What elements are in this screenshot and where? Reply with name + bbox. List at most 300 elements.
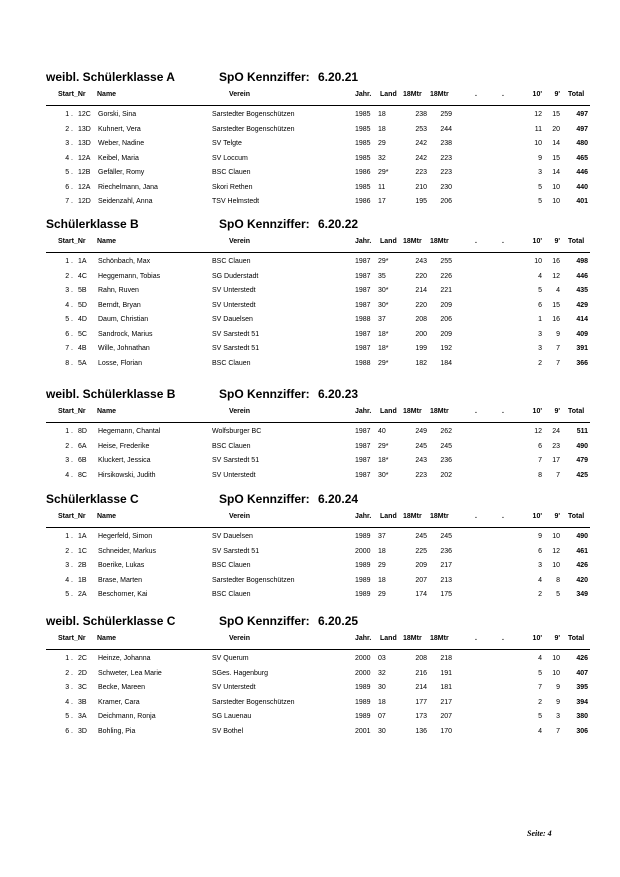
cell-total: 461 <box>576 547 588 555</box>
cell-verein: SV Dauelsen <box>212 316 253 323</box>
column-header-jahr: Jahr. <box>355 91 372 98</box>
table-row <box>0 457 620 472</box>
cell-land: 29 <box>378 562 386 569</box>
cell-m2: 223 <box>440 154 452 162</box>
cell-total: 497 <box>576 125 588 133</box>
cell-pos: 1 . <box>65 533 73 540</box>
cell-m1: 223 <box>415 169 427 176</box>
cell-m1: 195 <box>415 198 427 205</box>
cell-z10: 8 <box>538 471 542 479</box>
column-header-name: Name <box>97 635 117 642</box>
cell-pos: 4 . <box>65 576 73 584</box>
kennziffer-code: 6.20.22 <box>318 217 359 231</box>
table-row <box>0 331 620 346</box>
cell-pos: 3 . <box>65 140 73 147</box>
cell-total: 426 <box>576 655 588 662</box>
cell-verein: SV Telgte <box>212 140 242 147</box>
cell-verein: Sarstedter Bogenschützen <box>212 125 295 133</box>
cell-m2: 245 <box>440 533 452 540</box>
cell-m2: 262 <box>440 428 452 435</box>
cell-verein: BSC Clauen <box>212 442 251 450</box>
column-header-start-nr: Start_Nr <box>58 238 86 245</box>
cell-jahr: 1988 <box>355 359 371 367</box>
cell-total: 497 <box>576 111 588 118</box>
cell-pos: 4 . <box>65 301 73 309</box>
cell-m2: 217 <box>440 698 452 706</box>
cell-pos: 6 . <box>65 727 73 735</box>
kennziffer-label: SpO Kennziffer: <box>219 70 310 84</box>
cell-nr: 12A <box>78 154 91 162</box>
cell-m1: 208 <box>415 316 427 323</box>
cell-jahr: 1987 <box>355 428 371 435</box>
cell-verein: SV Unterstedt <box>212 471 256 479</box>
cell-z10: 3 <box>538 169 542 176</box>
cell-total: 429 <box>576 301 588 309</box>
cell-pos: 1 . <box>65 258 73 265</box>
cell-pos: 6 . <box>65 330 73 338</box>
cell-m1: 225 <box>415 547 427 555</box>
cell-m1: 199 <box>415 345 427 352</box>
cell-pos: 5 . <box>65 316 73 323</box>
cell-m2: 259 <box>440 111 452 118</box>
cell-jahr: 1987 <box>355 301 371 309</box>
column-header-verein: Verein <box>229 91 251 98</box>
cell-m2: 244 <box>440 125 452 133</box>
cell-pos: 3 . <box>65 457 73 464</box>
column-header-m1: 18Mtr <box>403 238 422 245</box>
cell-m1: 245 <box>415 442 427 450</box>
table-header <box>0 91 620 103</box>
cell-z9: 16 <box>552 258 560 265</box>
cell-pos: 5 . <box>65 591 73 598</box>
cell-z9: 5 <box>556 591 560 598</box>
cell-m1: 223 <box>415 471 427 479</box>
cell-nr: 4C <box>78 272 87 280</box>
table-row <box>0 111 620 126</box>
cell-verein: Wolfsburger BC <box>212 428 262 435</box>
cell-nr: 12C <box>78 111 91 118</box>
cell-m1: 220 <box>415 301 427 309</box>
results-table-body <box>0 655 620 742</box>
cell-m2: 207 <box>440 713 452 720</box>
table-row <box>0 287 620 302</box>
column-header-z10: 10' <box>532 635 542 642</box>
cell-jahr: 1989 <box>355 591 371 598</box>
cell-nr: 5B <box>78 287 87 294</box>
cell-m2: 218 <box>440 655 452 662</box>
cell-z9: 17 <box>552 457 560 464</box>
cell-name: Schönbach, Max <box>98 258 151 265</box>
cell-z9: 12 <box>552 272 560 280</box>
cell-m1: 243 <box>415 457 427 464</box>
cell-z10: 12 <box>534 428 542 435</box>
cell-land: 32 <box>378 154 386 162</box>
cell-jahr: 1986 <box>355 169 371 176</box>
cell-z10: 5 <box>538 669 542 677</box>
cell-pos: 1 . <box>65 655 73 662</box>
cell-nr: 3B <box>78 698 87 706</box>
column-header-total: Total <box>568 635 585 642</box>
cell-land: 37 <box>378 316 386 323</box>
cell-total: 401 <box>576 198 588 205</box>
cell-jahr: 1987 <box>355 287 371 294</box>
cell-z9: 7 <box>556 471 560 479</box>
column-header-z10: 10' <box>532 91 542 98</box>
cell-verein: BSC Clauen <box>212 591 251 598</box>
cell-m2: 191 <box>440 669 452 677</box>
cell-z10: 3 <box>538 330 542 338</box>
cell-verein: Sarstedter Bogenschützen <box>212 576 295 584</box>
class-name: weibl. Schülerklasse C <box>46 614 176 628</box>
column-header-z9: 9' <box>554 408 560 415</box>
cell-nr: 3D <box>78 727 87 735</box>
cell-m2: 181 <box>440 684 452 691</box>
cell-z10: 2 <box>538 359 542 367</box>
column-header-land: Land <box>380 238 397 245</box>
cell-m1: 242 <box>415 154 427 162</box>
column-header-p2: . <box>502 238 504 245</box>
column-header-verein: Verein <box>229 635 251 642</box>
cell-nr: 1A <box>78 258 87 265</box>
cell-land: 30 <box>378 727 386 735</box>
cell-pos: 2 . <box>65 272 73 280</box>
table-row <box>0 684 620 699</box>
cell-z9: 12 <box>552 547 560 555</box>
kennziffer-label: SpO Kennziffer: <box>219 492 310 506</box>
cell-m2: 206 <box>440 316 452 323</box>
cell-jahr: 1986 <box>355 198 371 205</box>
cell-m1: 207 <box>415 576 427 584</box>
table-header <box>0 408 620 420</box>
cell-land: 29 <box>378 140 386 147</box>
cell-name: Beschorner, Kai <box>98 591 148 598</box>
cell-nr: 2C <box>78 655 87 662</box>
column-header-m2: 18Mtr <box>430 238 449 245</box>
kennziffer-code: 6.20.24 <box>318 492 359 506</box>
column-header-p2: . <box>502 635 504 642</box>
cell-verein: BSC Clauen <box>212 359 251 367</box>
cell-m1: 136 <box>415 727 427 735</box>
cell-m2: 230 <box>440 183 452 191</box>
results-table-body <box>0 428 620 486</box>
cell-m2: 217 <box>440 562 452 569</box>
cell-z9: 10 <box>552 198 560 205</box>
cell-m1: 208 <box>415 655 427 662</box>
cell-z9: 10 <box>552 562 560 569</box>
cell-z10: 7 <box>538 684 542 691</box>
kennziffer-code: 6.20.21 <box>318 70 359 84</box>
cell-m2: 245 <box>440 442 452 450</box>
cell-name: Boerike, Lukas <box>98 562 145 569</box>
cell-z10: 3 <box>538 562 542 569</box>
cell-z10: 1 <box>538 316 542 323</box>
cell-pos: 6 . <box>65 183 73 191</box>
header-divider <box>46 649 590 650</box>
cell-pos: 1 . <box>65 111 73 118</box>
page-number: Seite: 4 <box>527 829 552 838</box>
cell-jahr: 1985 <box>355 111 371 118</box>
cell-jahr: 1989 <box>355 698 371 706</box>
table-row <box>0 316 620 331</box>
cell-nr: 1C <box>78 547 87 555</box>
column-header-p1: . <box>475 238 477 245</box>
cell-z10: 12 <box>534 111 542 118</box>
cell-land: 18 <box>378 698 386 706</box>
cell-nr: 5A <box>78 359 87 367</box>
cell-verein: SV Unterstedt <box>212 684 256 691</box>
cell-land: 07 <box>378 713 386 720</box>
cell-z9: 15 <box>552 111 560 118</box>
column-header-z10: 10' <box>532 513 542 520</box>
class-name: weibl. Schülerklasse A <box>46 70 175 84</box>
column-header-land: Land <box>380 635 397 642</box>
cell-jahr: 1985 <box>355 154 371 162</box>
cell-m1: 220 <box>415 272 427 280</box>
cell-z9: 9 <box>556 698 560 706</box>
cell-jahr: 2000 <box>355 547 371 555</box>
cell-verein: Sarstedter Bogenschützen <box>212 698 295 706</box>
cell-verein: SV Querum <box>212 655 249 662</box>
cell-m1: 177 <box>415 698 427 706</box>
cell-z9: 14 <box>552 169 560 176</box>
cell-name: Gorski, Sina <box>98 111 137 118</box>
column-header-m2: 18Mtr <box>430 91 449 98</box>
cell-m1: 243 <box>415 258 427 265</box>
cell-z10: 10 <box>534 140 542 147</box>
column-header-total: Total <box>568 513 585 520</box>
cell-z10: 6 <box>538 547 542 555</box>
cell-name: Wille, Johnathan <box>98 345 150 352</box>
cell-m1: 216 <box>415 669 427 677</box>
cell-nr: 3C <box>78 684 87 691</box>
cell-verein: SV Bothel <box>212 727 244 735</box>
cell-land: 30* <box>378 301 389 309</box>
cell-nr: 6B <box>78 457 87 464</box>
cell-m2: 170 <box>440 727 452 735</box>
cell-name: Schweter, Lea Marie <box>98 669 162 677</box>
cell-pos: 7 . <box>65 198 73 205</box>
cell-nr: 5C <box>78 330 87 338</box>
cell-m1: 238 <box>415 111 427 118</box>
cell-total: 391 <box>576 345 588 352</box>
cell-verein: BSC Clauen <box>212 258 251 265</box>
cell-name: Becke, Mareen <box>98 684 146 691</box>
cell-jahr: 1987 <box>355 442 371 450</box>
table-row <box>0 428 620 443</box>
cell-m1: 214 <box>415 684 427 691</box>
cell-z9: 7 <box>556 359 560 367</box>
column-header-name: Name <box>97 513 117 520</box>
table-row <box>0 591 620 606</box>
cell-land: 18* <box>378 330 389 338</box>
cell-z10: 11 <box>534 125 542 133</box>
column-header-z9: 9' <box>554 91 560 98</box>
cell-name: Kluckert, Jessica <box>98 457 151 464</box>
cell-m1: 253 <box>415 125 427 133</box>
cell-z10: 7 <box>538 457 542 464</box>
cell-nr: 4D <box>78 316 87 323</box>
cell-jahr: 1985 <box>355 125 371 133</box>
cell-land: 30* <box>378 471 389 479</box>
results-table-body <box>0 533 620 606</box>
cell-z10: 9 <box>538 533 542 540</box>
table-row <box>0 728 620 743</box>
cell-m2: 238 <box>440 140 452 147</box>
cell-z9: 4 <box>556 287 560 294</box>
cell-land: 18 <box>378 125 386 133</box>
kennziffer-code: 6.20.23 <box>318 387 359 401</box>
cell-name: Daum, Christian <box>98 316 149 323</box>
cell-m1: 245 <box>415 533 427 540</box>
cell-pos: 4 . <box>65 698 73 706</box>
table-row <box>0 273 620 288</box>
column-header-total: Total <box>568 408 585 415</box>
cell-z9: 10 <box>552 669 560 677</box>
cell-total: 446 <box>576 272 588 280</box>
cell-jahr: 1987 <box>355 457 371 464</box>
cell-verein: BSC Clauen <box>212 169 251 176</box>
column-header-m2: 18Mtr <box>430 513 449 520</box>
table-header <box>0 513 620 525</box>
cell-z10: 4 <box>538 272 542 280</box>
cell-verein: SG Lauenau <box>212 713 252 720</box>
cell-total: 425 <box>576 471 588 479</box>
column-header-jahr: Jahr. <box>355 238 372 245</box>
cell-z9: 7 <box>556 345 560 352</box>
cell-jahr: 2000 <box>355 669 371 677</box>
cell-verein: TSV Helmstedt <box>212 198 260 205</box>
cell-m1: 210 <box>415 183 427 191</box>
cell-z9: 9 <box>556 684 560 691</box>
cell-verein: SGes. Hagenburg <box>212 669 269 677</box>
header-divider <box>46 252 590 253</box>
column-header-start-nr: Start_Nr <box>58 91 86 98</box>
table-row <box>0 533 620 548</box>
cell-m2: 223 <box>440 169 452 176</box>
cell-m2: 192 <box>440 345 452 352</box>
column-header-land: Land <box>380 408 397 415</box>
cell-land: 29* <box>378 258 389 265</box>
cell-total: 435 <box>576 287 588 294</box>
cell-land: 30* <box>378 287 389 294</box>
cell-verein: BSC Clauen <box>212 562 251 569</box>
cell-land: 29* <box>378 359 389 367</box>
cell-name: Heggemann, Tobias <box>98 272 161 280</box>
cell-nr: 13D <box>78 125 91 133</box>
cell-z10: 6 <box>538 442 542 450</box>
cell-jahr: 1987 <box>355 330 371 338</box>
cell-m1: 174 <box>415 591 427 598</box>
cell-z10: 6 <box>538 301 542 309</box>
cell-nr: 12A <box>78 183 91 191</box>
cell-name: Sandrock, Marius <box>98 330 153 338</box>
column-header-verein: Verein <box>229 408 251 415</box>
cell-verein: SV Unterstedt <box>212 301 256 309</box>
cell-land: 35 <box>378 272 386 280</box>
table-row <box>0 140 620 155</box>
cell-verein: SV Sarstedt 51 <box>212 547 260 555</box>
cell-pos: 4 . <box>65 154 73 162</box>
table-row <box>0 548 620 563</box>
cell-pos: 3 . <box>65 684 73 691</box>
table-row <box>0 345 620 360</box>
class-name: weibl. Schülerklasse B <box>46 387 176 401</box>
results-table-body <box>0 111 620 213</box>
cell-nr: 3A <box>78 713 87 720</box>
column-header-p2: . <box>502 513 504 520</box>
cell-pos: 7 . <box>65 345 73 352</box>
column-header-verein: Verein <box>229 513 251 520</box>
cell-pos: 5 . <box>65 169 73 176</box>
cell-total: 306 <box>576 727 588 735</box>
cell-m2: 236 <box>440 547 452 555</box>
cell-z9: 15 <box>552 154 560 162</box>
cell-jahr: 1987 <box>355 345 371 352</box>
column-header-m1: 18Mtr <box>403 91 422 98</box>
column-header-jahr: Jahr. <box>355 408 372 415</box>
cell-jahr: 1989 <box>355 684 371 691</box>
cell-z10: 3 <box>538 345 542 352</box>
cell-m2: 255 <box>440 258 452 265</box>
table-row <box>0 360 620 375</box>
table-row <box>0 169 620 184</box>
cell-name: Weber, Nadine <box>98 140 145 147</box>
cell-z9: 9 <box>556 330 560 338</box>
cell-name: Rahn, Ruven <box>98 287 139 294</box>
cell-total: 490 <box>576 533 588 540</box>
table-row <box>0 155 620 170</box>
cell-z9: 10 <box>552 183 560 191</box>
table-header <box>0 238 620 250</box>
cell-total: 394 <box>576 698 588 706</box>
cell-verein: SV Dauelsen <box>212 533 253 540</box>
cell-jahr: 1989 <box>355 713 371 720</box>
cell-total: 498 <box>576 258 588 265</box>
cell-z10: 10 <box>534 258 542 265</box>
cell-land: 30 <box>378 684 386 691</box>
cell-land: 18* <box>378 345 389 352</box>
cell-total: 380 <box>576 713 588 720</box>
column-header-p1: . <box>475 408 477 415</box>
cell-pos: 4 . <box>65 471 73 479</box>
cell-land: 18 <box>378 576 386 584</box>
cell-total: 440 <box>576 183 588 191</box>
cell-z9: 10 <box>552 533 560 540</box>
column-header-m1: 18Mtr <box>403 635 422 642</box>
cell-m2: 206 <box>440 198 452 205</box>
cell-name: Hegemann, Chantal <box>98 428 161 435</box>
cell-z10: 4 <box>538 655 542 662</box>
cell-z9: 24 <box>552 428 560 435</box>
kennziffer-label: SpO Kennziffer: <box>219 217 310 231</box>
cell-z9: 16 <box>552 316 560 323</box>
cell-total: 420 <box>576 576 588 584</box>
cell-z9: 15 <box>552 301 560 309</box>
table-row <box>0 699 620 714</box>
cell-m2: 226 <box>440 272 452 280</box>
column-header-start-nr: Start_Nr <box>58 408 86 415</box>
table-row <box>0 302 620 317</box>
cell-name: Riechelmann, Jana <box>98 183 158 191</box>
cell-nr: 5D <box>78 301 87 309</box>
table-row <box>0 655 620 670</box>
cell-m2: 202 <box>440 471 452 479</box>
column-header-z9: 9' <box>554 238 560 245</box>
header-divider <box>46 527 590 528</box>
cell-z9: 7 <box>556 727 560 735</box>
cell-verein: SV Sarstedt 51 <box>212 330 260 338</box>
cell-z9: 10 <box>552 655 560 662</box>
